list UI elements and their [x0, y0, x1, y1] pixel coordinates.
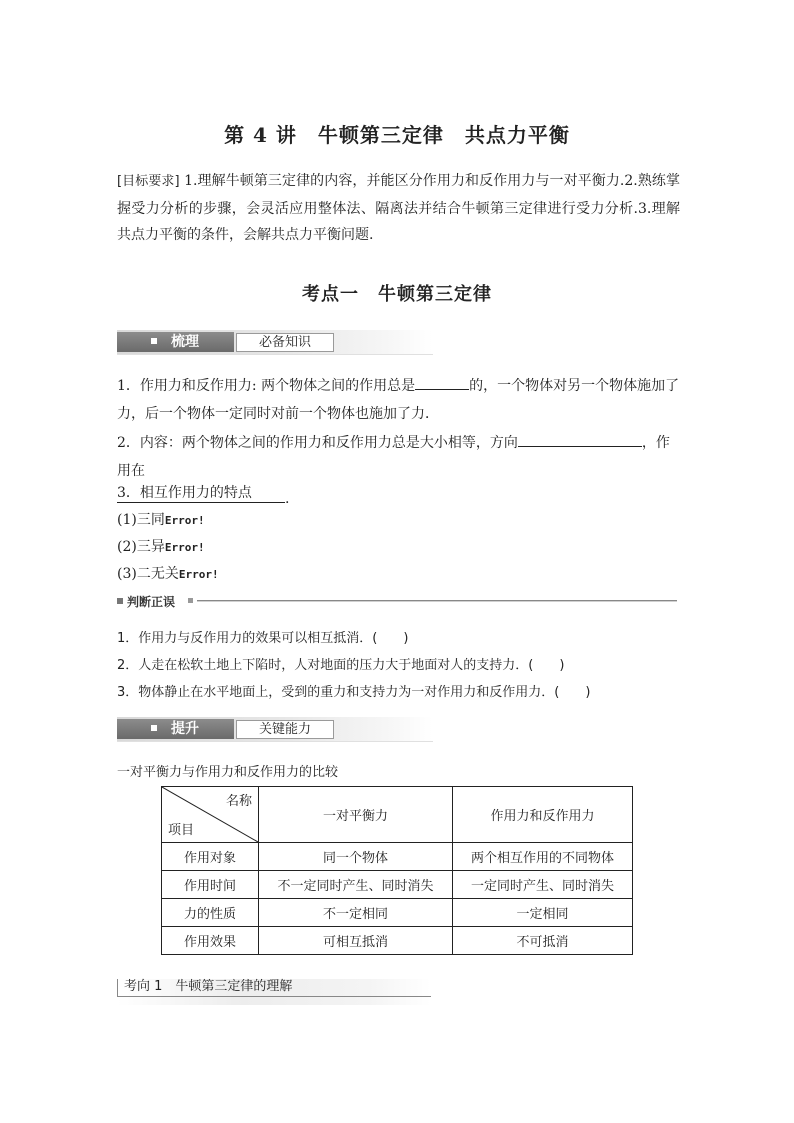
corner-bottom-label: 项目	[168, 823, 195, 838]
table-row	[162, 843, 633, 871]
bar-light-label: 必备知识	[236, 333, 334, 352]
bar-dark-label	[117, 719, 234, 739]
judge-header	[117, 593, 677, 609]
item-3: 3．相互作用力的特点	[117, 485, 252, 501]
goal-tag: [目标要求]	[117, 174, 180, 189]
item-1-text-b: 的，一个物体对另一个物体施加了力，后一个物体一定同时对前一个物体也施加了力．	[117, 378, 680, 422]
sub-label: (1)三同	[117, 512, 165, 528]
fill-blank[interactable]	[518, 432, 642, 447]
kaoxiang-text: 考向 1 牛顿第三定律的理解	[124, 979, 293, 994]
section-bar-review	[117, 330, 433, 355]
bar-dark-text: 梳理	[171, 334, 199, 350]
judge-item-1: 1．作用力与反作用力的效果可以相互抵消．( )	[117, 631, 409, 646]
square-icon	[117, 598, 123, 604]
table-cell: 不可抵消	[452, 927, 632, 955]
item-1-text-a: 1．作用力和反作用力: 两个物体之间的作用总是	[117, 378, 416, 394]
table-cell: 一定同时产生、同时消失	[452, 871, 632, 899]
table-row	[162, 871, 633, 899]
goal-text: 1.理解牛顿第三定律的内容，并能区分作用力和反作用力与一对平衡力.2.熟练掌握受力分析的步骤，会灵活应用整体法、隔离法并结合牛顿第三定律进行受力分析.3.理解共点力平衡的条件，会解共点力平衡问题.	[117, 173, 680, 243]
bar-dark-text: 提升	[171, 721, 199, 737]
table-header-row	[162, 787, 633, 843]
sub-item-1	[117, 510, 680, 531]
column-header: 作用力和反作用力	[452, 787, 632, 843]
table-cell: 不一定相同	[259, 899, 453, 927]
judge-item-2: 2．人走在松软土地上下陷时，人对地面的压力大于地面对人的支持力．( )	[117, 658, 565, 673]
table-cell: 作用对象	[162, 843, 259, 871]
judge-item-3: 3．物体静止在水平地面上，受到的重力和支持力为一对作用力和反作用力．( )	[117, 685, 591, 700]
section-bar-improve	[117, 717, 433, 742]
table-cell: 作用时间	[162, 871, 259, 899]
kaoxiang-header	[117, 979, 431, 1005]
table-intro: 一对平衡力与作用力和反作用力的比较	[117, 765, 339, 780]
sub-label: (2)三异	[117, 539, 165, 555]
table-cell: 同一个物体	[259, 843, 453, 871]
table-row	[162, 927, 633, 955]
table-cell: 作用效果	[162, 927, 259, 955]
fill-blank[interactable]	[415, 375, 469, 390]
item-2-text-b: ，作用在	[117, 435, 670, 479]
goal-requirements	[117, 168, 680, 249]
table-cell: 力的性质	[162, 899, 259, 927]
section-title: 考点一 牛顿第三定律	[302, 284, 492, 305]
square-icon	[151, 725, 157, 731]
table-cell: 不一定同时产生、同时消失	[259, 871, 453, 899]
table-cell: 一定相同	[452, 899, 632, 927]
error-text: Error!	[178, 568, 219, 581]
sub-item-2	[117, 537, 680, 558]
item-2-text-a: 2．内容：两个物体之间的作用力和反作用力总是大小相等，方向	[117, 435, 518, 451]
lecture-title: 第 4 讲 牛顿第三定律 共点力平衡	[224, 123, 570, 147]
corner-top-label: 名称	[225, 794, 252, 809]
square-icon	[188, 598, 193, 603]
bar-dark-label	[117, 332, 234, 352]
sub-item-3	[117, 564, 680, 585]
divider	[117, 996, 431, 997]
divider	[117, 979, 118, 997]
error-text: Error!	[164, 541, 205, 554]
table-row	[162, 899, 633, 927]
table-cell: 可相互抵消	[259, 927, 453, 955]
column-header: 一对平衡力	[259, 787, 453, 843]
divider	[197, 600, 677, 602]
item-1	[117, 372, 680, 428]
item-2-text-c: .	[285, 491, 290, 507]
bar-light-label: 关键能力	[236, 720, 334, 739]
sub-label: (3)二无关	[117, 566, 179, 582]
table-cell: 两个相互作用的不同物体	[452, 843, 632, 871]
comparison-table	[161, 786, 633, 955]
square-icon	[151, 338, 157, 344]
corner-cell	[162, 787, 259, 843]
error-text: Error!	[164, 514, 205, 527]
judge-header-text: 判断正误	[127, 595, 176, 609]
